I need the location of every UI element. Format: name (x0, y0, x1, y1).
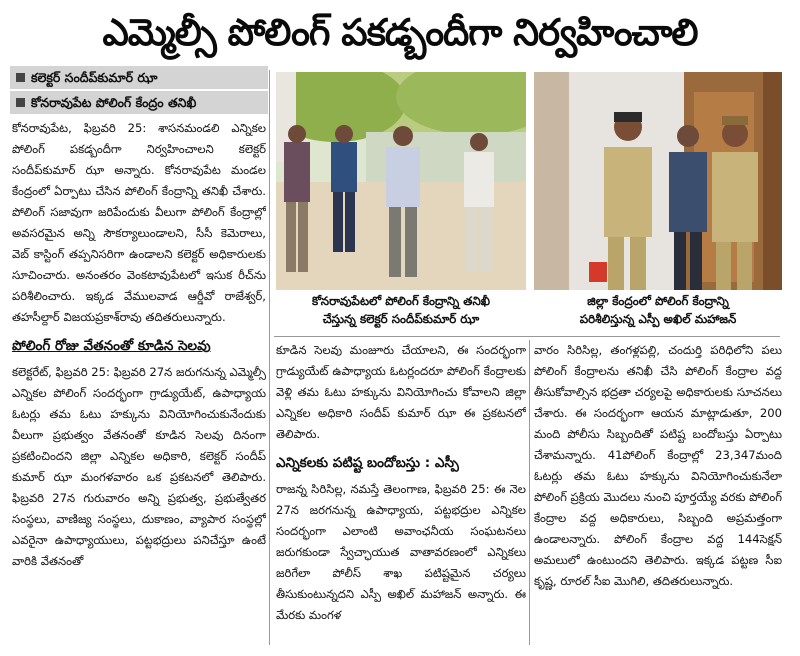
sub-headline-2: కోనరావుపేట పోలింగ్ కేంద్రం తనిఖీ (10, 91, 268, 114)
bullet-square-icon (16, 98, 25, 107)
article-column-2 (276, 340, 526, 648)
photo-caption-2: జిల్లా కేంద్రంలో పోలింగ్ కేంద్రాన్ని పరిశీలిస్తున్న ఎస్పీ అఖిల్ మహాజన్ (579, 294, 737, 326)
photo-caption-1: కోనరావుపేటలో పోలింగ్ కేంద్రాన్ని తనిఖీ చేస్తున్న కలెక్టర్ సందీప్‌కుమార్ ఝా (312, 294, 490, 326)
article-paragraph: కూడిన సెలవు మంజూరు చేయాలని, ఈ సందర్భంగా గ్రాడ్యుయేట్ ఉపాధ్యాయ ఓటర్లందరూ పోలింగ్ కేంద్రాలకు వెళ్లి తమ ఓటు హక్కును వినియోగించు కోవాలని జిల్లా ఎన్నికల అధికారి సందీప్ కుమార్ ఝా ఈ ప్రకటనలో తెలిపారు. (276, 343, 526, 441)
sub-headlines (10, 66, 268, 116)
photo-sp-inspection (534, 72, 782, 290)
photo-collector-inspection (276, 72, 526, 290)
bullet-square-icon (16, 73, 25, 82)
photo-collector-inspection-image (276, 72, 526, 290)
section-subhead: పోలింగ్ రోజు వేతనంతో కూడిన సెలవు (12, 338, 211, 354)
article-column-3 (534, 340, 782, 648)
sub-headline-1: కలెక్టర్ సందీప్‌కుమార్ ఝా (10, 66, 268, 89)
article-paragraph: కలెక్టరేట్, ఫిబ్రవరి 25: ఫిబ్రవరి 27న జరుగనున్న ఎమ్మెల్సీ ఎన్నికల పోలింగ్ సందర్భంగా గ్రాడ్యుయేట్, ఉపాధ్యాయ ఓటర్లు తమ ఓటు హక్కును వినియోగించుకునేందుకు వీలుగా ప్రభుత్వం వేతనంతో కూడిన సెలవు దినంగా ప్రకటించిందని జిల్లా ఎన్నికల అధికారి, కలెక్టర్ సందీప్ కుమార్ ఝా మంగళవారం ఒక ప్రకటనలో తెలిపారు. ఫిబ్రవరి 27న గురువారం అన్ని ప్రభుత్వ, ప్రభుత్వేతర సంస్థలు, వాణిజ్య సంస్థలు, దుకాణం, వ్యాపార సంస్థల్లో ఎవరైనా ఉపాధ్యాయులు, పట్టభద్రులు పనిచేస్తూ ఉంటే వారికి వేతనంతో (12, 365, 266, 568)
section-subhead: ఎన్నికలకు పటిష్ట బందోబస్తు : ఎస్పీ (276, 455, 459, 471)
photo-sp-inspection-image (534, 72, 782, 290)
article-column-1 (12, 118, 266, 648)
column-divider (529, 340, 530, 645)
article-paragraph: రాజన్న సిరిసిల్ల, నమస్తే తెలంగాణ, ఫిబ్రవరి 25: ఈ నెల 27న జరగనున్న ఉపాధ్యాయ, పట్టభద్రుల ఎన్నికల సందర్భంగా ఎలాంటి అవాంఛనీయ సంఘటనలు జరుగకుండా స్వేచ్ఛాయుత వాతావరణంలో ఎన్నికలు జరిగేలా పోలీస్ శాఖ పటిష్టమైన చర్యలు తీసుకుంటున్నదని ఎస్పీ అఖిల్ మహాజన్ అన్నారు. ఈ మేరకు మంగళ (276, 482, 526, 622)
column-divider (269, 70, 270, 645)
caption-divider (274, 336, 780, 337)
article-paragraph: వారం సిరిసిల్ల, తంగళ్లపల్లి, చందుర్తి పరిధిలోని పలు పోలింగ్ కేంద్రాలను తనిఖీ చేసి పోలింగ్ కేంద్రాల వద్ద తీసుకోవాల్సిన భద్రతా చర్యలపై అధికారులకు సూచనలు చేశారు. ఈ సందర్భంగా ఆయన మాట్లాడుతూ, 200 మంది పోలీసు సిబ్బందితో పటిష్ట బందోబస్తు ఏర్పాటు చేశామన్నారు. 41పోలింగ్ కేంద్రాల్లో 23,347మంది ఓటర్లు తమ ఓటు హక్కును వినియోగించుకునేలా పోలింగ్ ప్రక్రియ మొదలు నుంచి పూర్తయ్యే వరకు పోలింగ్ కేంద్రాల వద్ద అధికారులు, సిబ్బంది అప్రమత్తంగా ఉండాలన్నారు. పోలింగ్ కేంద్రాల వద్ద 144సెక్షన్ అమలులో ఉంటుందని తెలిపారు. ఇక్కడ పట్టణ సీఐ కృష్ణ, రూరల్ సీఐ మొగిలి, తదితరులున్నారు. (534, 343, 782, 588)
headline: ఎమ్మెల్సీ పోలింగ్ పకడ్బందీగా నిర్వహించాలి (102, 11, 698, 54)
article-paragraph: కోనరావుపేట, ఫిబ్రవరి 25: శాసనమండలి ఎన్నికల పోలింగ్ పకడ్బందీగా నిర్వహించాలని కలెక్టర్ సందీప్‌కుమార్ ఝా అన్నారు. కోనరావుపేట మండల కేంద్రంలో ఏర్పాటు చేసిన పోలింగ్ కేంద్రాన్ని తనిఖీ చేశారు. పోలింగ్ సజావుగా జరిపేందుకు వీలుగా పోలింగ్ కేంద్రాల్లో అవసరమైన అన్ని సౌకర్యాలుండాలని, సీసీ కెమెరాలు, వెబ్ కాస్టింగ్ తప్పనిసరిగా ఉండాలని కలెక్టర్ అధికారులకు సూచించారు. అనంతరం వెంకటావుపేటలో ఇసుక రీచ్‌ను పరిశీలించారు. ఇక్కడ వేములవాడ ఆర్డీవో రాజేశ్వర్, తహసీల్దార్ విజయప్రకాశ్‌రావు తదితరులున్నారు. (12, 121, 266, 324)
